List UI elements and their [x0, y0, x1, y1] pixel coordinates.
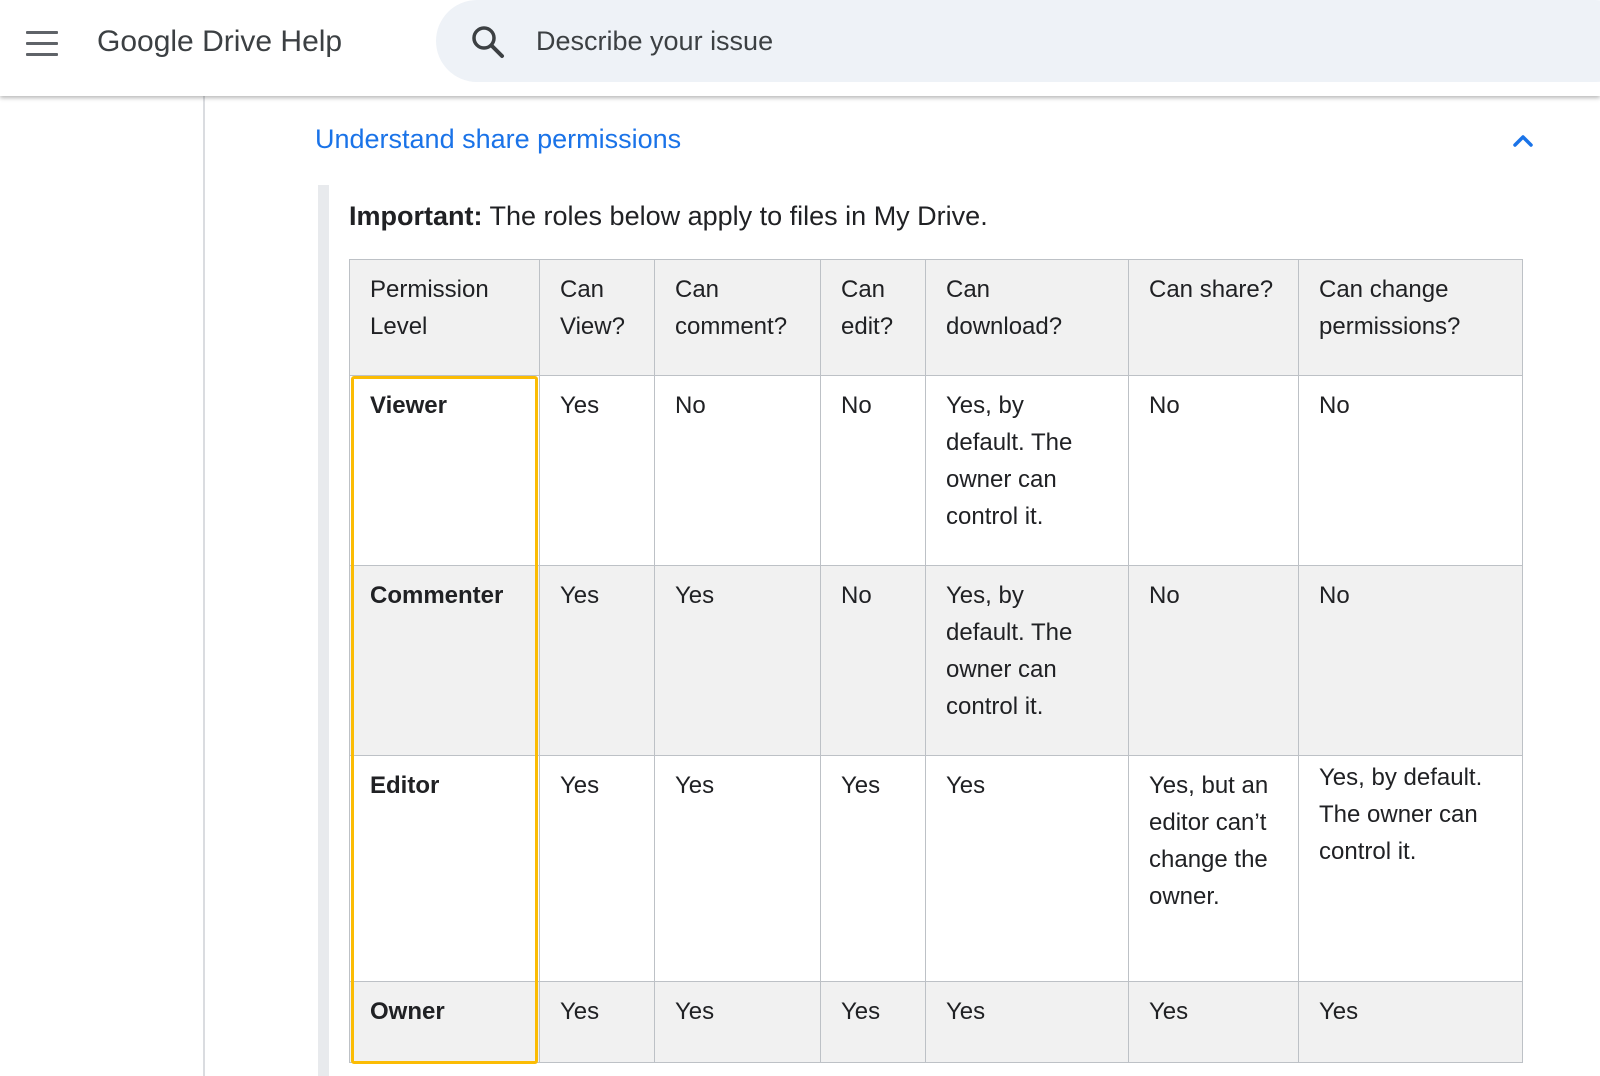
chevron-up-icon[interactable]: [1508, 126, 1538, 156]
search-input[interactable]: [536, 21, 1436, 61]
help-center-title[interactable]: Google Drive Help: [97, 25, 343, 58]
table-cell: No: [821, 566, 926, 756]
header-cell: Can share?: [1129, 260, 1299, 376]
header-cell: Can edit?: [821, 260, 926, 376]
table-header-row: [350, 260, 1523, 376]
table-cell: Yes: [655, 756, 821, 982]
search-icon[interactable]: [468, 22, 508, 62]
table-cell: Yes: [540, 756, 655, 982]
table-cell: Yes: [655, 982, 821, 1063]
table-row: [350, 566, 1523, 756]
role-cell: Commenter: [350, 566, 540, 756]
table-row: [350, 982, 1523, 1063]
permissions-table: [349, 259, 1523, 1063]
content-indent-bar: [318, 185, 329, 1076]
important-label: Important:: [349, 201, 483, 231]
table-cell: No: [821, 376, 926, 566]
sidebar-divider: [203, 96, 205, 1076]
table-cell: Yes, by default. The owner can control it.: [926, 566, 1129, 756]
table-cell: No: [1129, 376, 1299, 566]
section-title-link[interactable]: Understand share permissions: [315, 124, 682, 154]
table-cell: Yes: [821, 756, 926, 982]
top-app-bar: [0, 0, 1600, 96]
table-cell: Yes: [821, 982, 926, 1063]
table-cell-text: Yes, by default. The owner can control it.: [1319, 764, 1483, 865]
table-cell: No: [1299, 376, 1523, 566]
header-cell: Can comment?: [655, 260, 821, 376]
table-row: [350, 756, 1523, 982]
table-cell: Yes: [926, 982, 1129, 1063]
important-note: [349, 198, 988, 234]
role-cell: Editor: [350, 756, 540, 982]
table-cell: No: [655, 376, 821, 566]
header-cell: Permission Level: [350, 260, 540, 376]
header-cell: Can download?: [926, 260, 1129, 376]
important-text: The roles below apply to files in My Drive.: [482, 201, 988, 231]
search-bar[interactable]: [436, 0, 1600, 82]
table-cell: Yes: [926, 756, 1129, 982]
table-cell: Yes, by default. The owner can control it.: [926, 376, 1129, 566]
table-cell: Yes: [540, 376, 655, 566]
table-cell: Yes: [540, 982, 655, 1063]
table-cell: Yes: [1299, 982, 1523, 1063]
table-row: [350, 376, 1523, 566]
header-cell: Can change permissions?: [1299, 260, 1523, 376]
table-cell: [1299, 756, 1523, 982]
table-cell: Yes: [1129, 982, 1299, 1063]
table-cell: Yes: [540, 566, 655, 756]
header-cell: Can View?: [540, 260, 655, 376]
role-cell: Viewer: [350, 376, 540, 566]
role-cell: Owner: [350, 982, 540, 1063]
table-cell: No: [1299, 566, 1523, 756]
table-cell: No: [1129, 566, 1299, 756]
table-cell: Yes: [655, 566, 821, 756]
table-cell: Yes, but an editor can’t change the owner.: [1129, 756, 1299, 982]
menu-icon[interactable]: [22, 24, 62, 64]
